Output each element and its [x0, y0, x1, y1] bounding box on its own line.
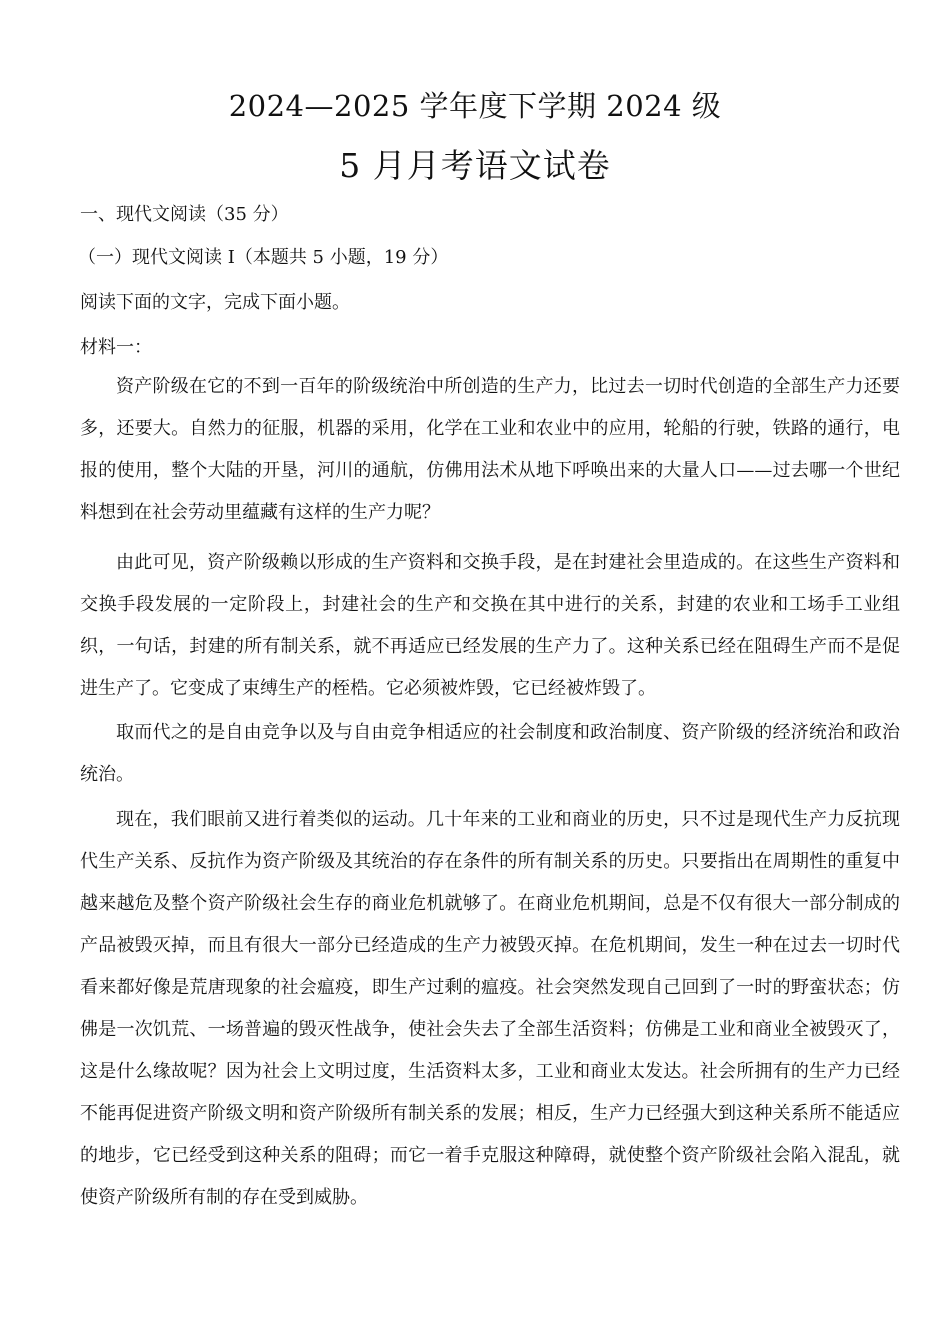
section-heading: 一、现代文阅读（35 分） [80, 204, 289, 225]
paragraph-4: 现在，我们眼前又进行着类似的运动。几十年来的工业和商业的历史，只不过是现代生产力反抗现代生产关系、反抗作为资产阶级及其统治的存在条件的所有制关系的历史。只要指出在周期性的重复中越来越危及整个资产阶级社会生存的商业危机就够了。在商业危机期间，总是不仅有很大一部分制成的产品被毁灭掉，而且有很大一部分已经造成的生产力被毁灭掉。在危机期间，发生一种在过去一切时代看来都好像是荒唐现象的社会瘟疫，即生产过剩的瘟疫。社会突然发现自己回到了一时的野蛮状态；仿佛是一次饥荒、一场普遍的毁灭性战争，使社会失去了全部生活资料；仿佛是工业和商业全被毁灭了，这是什么缘故呢？因为社会上文明过度，生活资料太多，工业和商业太发达。社会所拥有的生产力已经不能再促进资产阶级文明和资产阶级所有制关系的发展；相反，生产力已经强大到这种关系所不能适应的地步，它已经受到这种关系的阻碍；而它一着手克服这种障碍，就使整个资产阶级社会陷入混乱，就使资产阶级所有制的存在受到威胁。 [80, 809, 900, 1208]
material-label: 材料一： [80, 337, 152, 358]
paragraph-2: 由此可见，资产阶级赖以形成的生产资料和交换手段，是在封建社会里造成的。在这些生产资料和交换手段发展的一定阶段上，封建社会的生产和交换在其中进行的关系，封建的农业和工场手工业组织，一句话，封建的所有制关系，就不再适应已经发展的生产力了。这种关系已经在阻碍生产而不是促进生产了。它变成了束缚生产的桎梏。它必须被炸毁，它已经被炸毁了。 [80, 552, 900, 699]
exam-title-name: 5 月月考语文试卷 [339, 146, 611, 185]
paragraph-3: 取而代之的是自由竞争以及与自由竞争相适应的社会制度和政治制度、资产阶级的经济统治和政治统治。 [80, 722, 900, 785]
exam-title-year: 2024—2025 学年度下学期 2024 级 [228, 89, 722, 123]
section-subheading: （一）现代文阅读 I（本题共 5 小题，19 分） [78, 247, 449, 268]
reading-instruction: 阅读下面的文字，完成下面小题。 [80, 292, 350, 313]
paragraph-1: 资产阶级在它的不到一百年的阶级统治中所创造的生产力，比过去一切时代创造的全部生产力还要多，还要大。自然力的征服，机器的采用，化学在工业和农业中的应用，轮船的行驶，铁路的通行，电报的使用，整个大陆的开垦，河川的通航，仿佛用法术从地下呼唤出来的大量人口——过去哪一个世纪料想到在社会劳动里蕴藏有这样的生产力呢？ [80, 376, 900, 523]
